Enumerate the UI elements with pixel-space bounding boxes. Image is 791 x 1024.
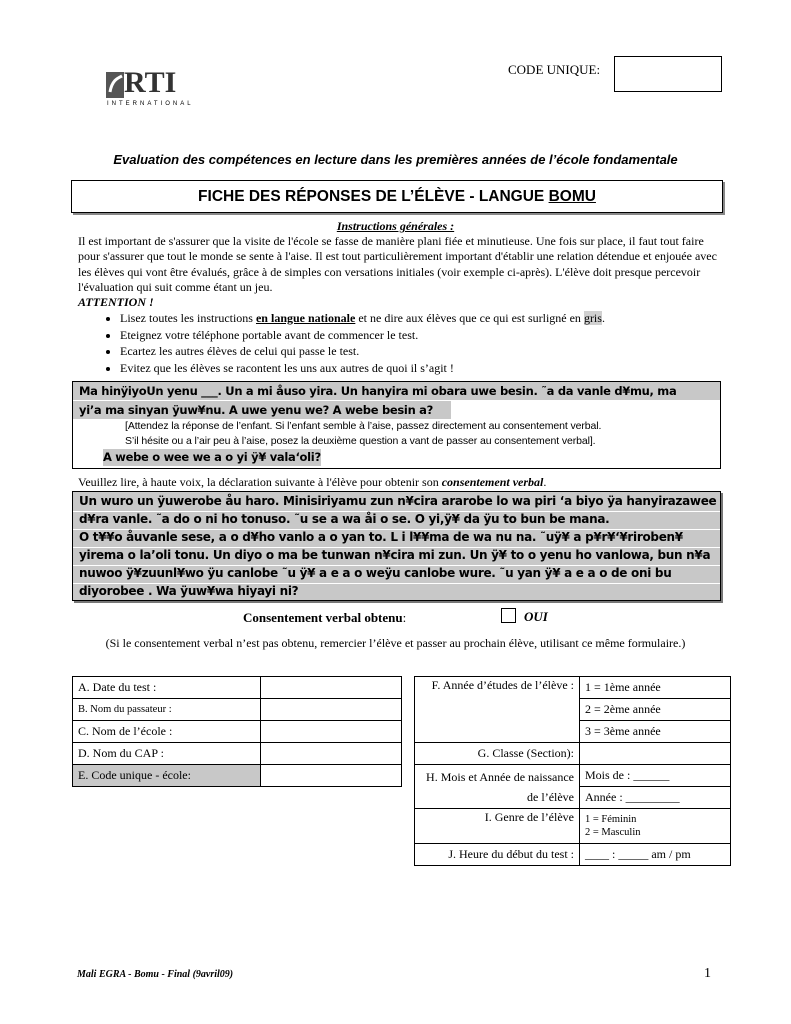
table-row: [73, 677, 402, 699]
passateur-label: B. Nom du passateur :: [73, 699, 261, 721]
footer-text: Mali EGRA - Bomu - Final (9avril09): [77, 969, 234, 980]
annee-option-2[interactable]: 2 = 2ème année: [580, 699, 731, 721]
table-row: [415, 743, 731, 765]
oui-checkbox[interactable]: [501, 608, 516, 623]
table-row: [73, 699, 402, 721]
table-row: [73, 743, 402, 765]
list-item: • Ecartez les autres élèves de celui qui passe le test.: [120, 343, 720, 360]
intro-line-1: Ma hinÿiyoUn yenu ___. Un a mi åuso yira. Un hanyira mi obara uwe besin. ˜a da vanle d¥mu, ma: [73, 382, 720, 400]
title-main: FICHE DES RÉPONSES DE L’ÉLÈVE - LANGUE: [198, 188, 549, 205]
consent-instruction-end: .: [543, 475, 547, 489]
intro-note-1: [Attendez la réponse de l’enfant. Si l’enfant semble à l’aise, passez directement au consentement verbal.: [125, 420, 602, 432]
code-unique-field[interactable]: [614, 56, 722, 92]
list-item: [120, 310, 720, 327]
instructions-list: [100, 310, 720, 376]
cap-field[interactable]: [261, 743, 402, 765]
oui-label: OUI: [524, 609, 548, 624]
intro-line-3: A webe o wee we a o yi ÿ¥ vala‘oli?: [103, 450, 321, 464]
consent-instruction: [78, 475, 546, 490]
consent-label-text: Consentement verbal obtenu: [243, 610, 403, 625]
rti-logo: [104, 66, 204, 111]
bullet1-text: Lisez toutes les instructions: [120, 311, 256, 325]
annee-option-3[interactable]: 3 = 3ème année: [580, 721, 731, 743]
cap-label: D. Nom du CAP :: [73, 743, 261, 765]
classe-label: G. Classe (Section):: [415, 743, 580, 765]
list-item: • Evitez que les élèves se racontent les uns aux autres de quoi il s’agit !: [120, 360, 720, 377]
consent-line: d¥ra vanle. ˜a do o ni ho tonuso. ˜u se a wa åi o se. O yi,ÿ¥ da ÿu to bun be mana.: [79, 512, 610, 526]
document-subtitle: Evaluation des compétences en lecture dans les premières années de l’école fondamentale: [113, 152, 678, 167]
date-field[interactable]: [261, 677, 402, 699]
instructions-title: Instructions générales :: [336, 219, 455, 233]
bullet1-emph: en langue nationale: [255, 311, 356, 325]
table-row: [415, 677, 731, 699]
intro-line-2: yi’a ma sinyan ÿuw¥nu. A uwe yenu we? A webe besin a?: [73, 401, 451, 419]
genre-option-1: 1 = Féminin: [585, 814, 637, 825]
passateur-field[interactable]: [261, 699, 402, 721]
ecole-field[interactable]: [261, 721, 402, 743]
code-unique-label: CODE UNIQUE:: [508, 62, 601, 77]
genre-option-2: 2 = Masculin: [585, 827, 641, 838]
list-item: • Eteignez votre téléphone portable avant de commencer le test.: [120, 327, 720, 344]
consent-instruction-text: Veuillez lire, à haute voix, la déclaration suivante à l'élève pour obtenir son: [78, 475, 442, 489]
table-row: [415, 765, 731, 787]
table-row: [415, 809, 731, 844]
naissance-label: H. Mois et Année de naissance de l’élève: [415, 765, 580, 809]
genre-label: I. Genre de l’élève: [415, 809, 580, 844]
classe-field[interactable]: [580, 743, 731, 765]
attention-heading: ATTENTION !: [78, 295, 154, 309]
gris-highlight: gris: [583, 311, 602, 325]
page-title: [71, 180, 723, 213]
heure-field[interactable]: ____ : _____ am / pm: [580, 844, 731, 866]
rti-logo-mark: [104, 70, 126, 100]
title-language: BOMU: [548, 188, 596, 205]
code-ecole-field[interactable]: [261, 765, 402, 787]
consent-instruction-emph: consentement verbal: [441, 475, 544, 489]
annee-etudes-label: F. Année d’études de l’élève :: [415, 677, 580, 743]
ecole-label: C. Nom de l’école :: [73, 721, 261, 743]
consent-line: O t¥¥o åuvanle sese, a o d¥ho vanlo a o yan to. L i l¥¥ma de wa nu na. ˜uÿ¥ a p¥r¥‘¥riroben¥: [79, 530, 683, 544]
logo-name: RTI: [124, 66, 177, 99]
consent-line: yirema o la’oli tonu. Un diyo o ma be tunwan n¥cira mi zun. Un ÿ¥ to o yenu ho vanlowa, bun n¥a: [79, 548, 711, 562]
page-number: 1: [704, 966, 711, 981]
bullet1-end: .: [601, 311, 605, 325]
consent-note: (Si le consentement verbal n’est pas obtenu, remercier l’élève et passer au prochain élève, utilisant ce même formulaire.): [105, 636, 686, 650]
heure-label: J. Heure du début du test :: [415, 844, 580, 866]
code-ecole-label: E. Code unique - école:: [73, 765, 261, 787]
mois-field[interactable]: Mois de : ______: [580, 765, 731, 787]
consent-line: nuwoo ÿ¥zuunl¥wo ÿu canlobe ˜u ÿ¥ a e a o weÿu canlobe wure. ˜u yan ÿ¥ a e a o de oni bu: [79, 566, 672, 580]
logo-subtext: INTERNATIONAL: [107, 101, 194, 107]
student-info-table-left: [72, 676, 402, 787]
student-info-table-right: [414, 676, 731, 866]
instructions-paragraph: Il est important de s'assurer que la visite de l'école se fasse de manière plani fiée et minutieuse. Une fois sur place, il faut tout faire pour s'assurer que tout le monde se sente à l'aise. Il est tout particulièrement important d'établir une relation détendue et enjouée avec les élèves qui vont être évalués, grâce à de simples con versations initiales (voir exemple ci-après). L'élève doit presque percevoir l'évaluation qui suit comme étant un jeu.: [78, 234, 717, 294]
intro-note-2: S’il hésite ou a l’air peu à l’aise, posez la deuxième question a vant de passer au consentement verbal].: [125, 435, 596, 447]
annee-option-1[interactable]: 1 = 1ème année: [580, 677, 731, 699]
table-row: [73, 765, 402, 787]
consent-script-box: [72, 491, 721, 601]
consent-obtained-label: [243, 610, 406, 626]
annee-field[interactable]: Année : _________: [580, 787, 731, 809]
genre-options[interactable]: [580, 809, 731, 844]
bullet1-text2: et ne dire aux élèves que ce qui est surligné en: [355, 311, 584, 325]
intro-script-box: [72, 381, 721, 469]
table-row: [73, 721, 402, 743]
date-label: A. Date du test :: [73, 677, 261, 699]
consent-colon: :: [402, 610, 407, 625]
consent-line: Un wuro un ÿuwerobe åu haro. Minisiriyamu zun n¥cira ararobe lo wa piri ‘a biyo ÿa hanyirazawee: [79, 494, 717, 508]
consent-line: diyorobee . Wa ÿuw¥wa hiyayi ni?: [79, 584, 299, 598]
table-row: [415, 844, 731, 866]
